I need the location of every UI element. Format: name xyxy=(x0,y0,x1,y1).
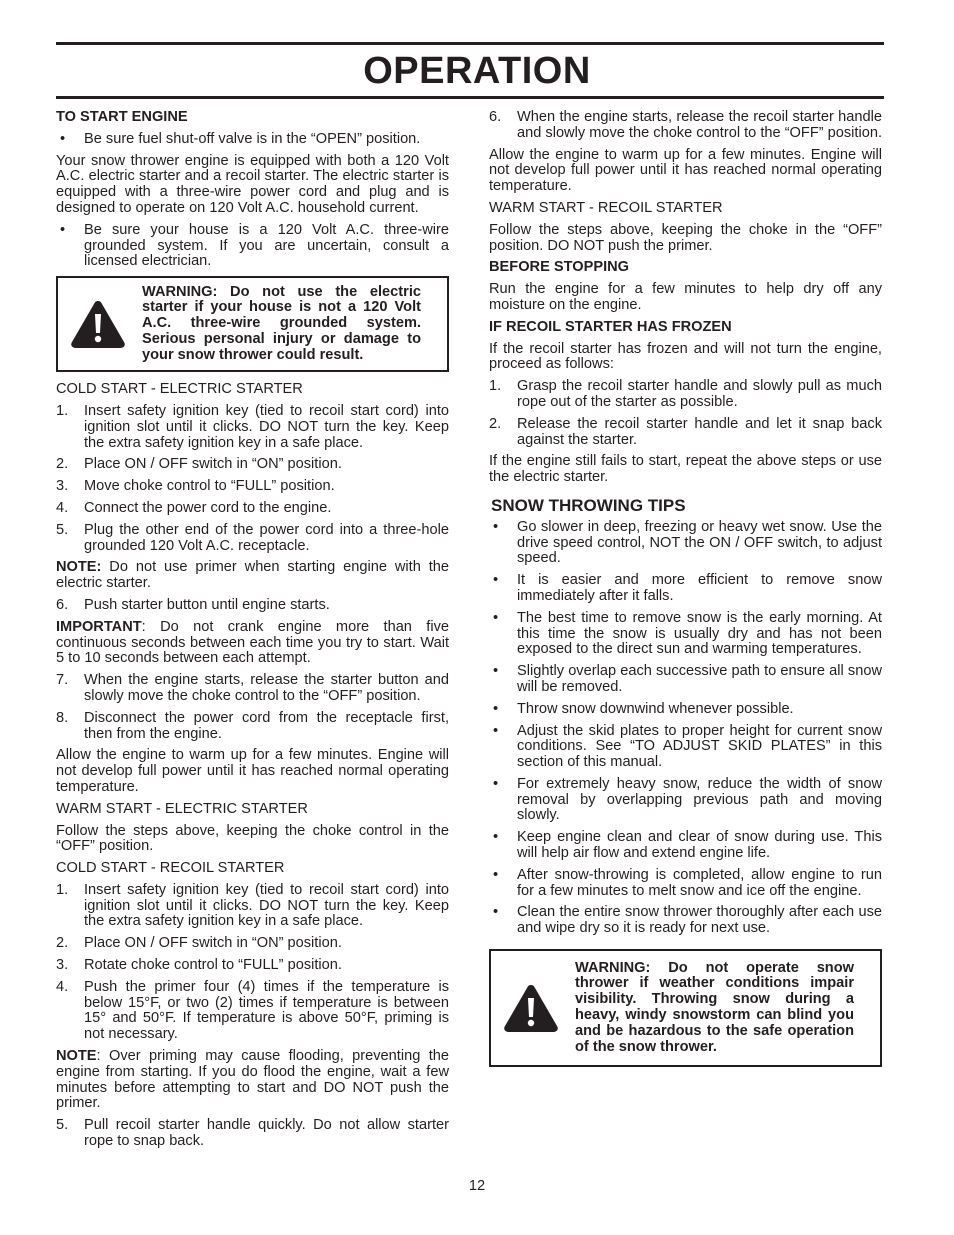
list-item: • For extremely heavy snow, reduce the width of snow removal by overlapping previous path and moving slowly. xyxy=(493,775,882,824)
list-item: 3. Rotate choke control to “FULL” position. xyxy=(56,957,342,974)
warm-start-recoil-heading: WARM START - RECOIL STARTER xyxy=(489,199,723,216)
list-item: 5. Pull recoil starter handle quickly. Do not allow starter rope to snap back. xyxy=(56,1117,449,1150)
paragraph: Follow the steps above, keeping the choke control in the “OFF” position. xyxy=(56,822,449,855)
list-item: • Throw snow downwind whenever possible. xyxy=(493,700,794,717)
note-paragraph: NOTE: Over priming may cause flooding, preventing the engine from starting. If you do flood the engine, wait a few minutes before attempting to start and DO NOT push the primer. xyxy=(56,1048,449,1112)
list-item: 1. Insert safety ignition key (tied to recoil start cord) into ignition slot until it clicks. DO NOT turn the key. Keep the extra safety ignition key in a safe place. xyxy=(56,402,449,451)
list-item: 2. Place ON / OFF switch in “ON” position. xyxy=(56,456,342,473)
important-paragraph: IMPORTANT: Do not crank engine more than five continuous seconds between each time you try to start. Wait 5 to 10 seconds between each attempt. xyxy=(56,618,449,667)
list-item: 1. Grasp the recoil starter handle and slowly pull as much rope out of the starter as possible. xyxy=(489,378,882,410)
list-item: • Adjust the skid plates to proper height for current snow conditions. See “TO ADJUST SKID PLATES” in this section of this manual. xyxy=(493,722,882,771)
start-engine-heading: TO START ENGINE xyxy=(56,109,188,125)
before-stopping-heading: BEFORE STOPPING xyxy=(489,259,630,276)
top-rule xyxy=(56,42,884,45)
list-item: • Be sure fuel shut-off valve is in the “OPEN” position. xyxy=(60,130,421,147)
paragraph: Run the engine for a few minutes to help dry off any moisture on the engine. xyxy=(489,281,882,313)
list-item: 6. Push starter button until engine starts. xyxy=(56,596,330,613)
cold-start-electric-heading: COLD START - ELECTRIC STARTER xyxy=(56,381,303,398)
paragraph: Your snow thrower engine is equipped with both a 120 Volt A.C. electric starter and a recoil starter. The electric starter is equipped with a three-wire power cord and plug and is designed to operate on 120 Volt A.C. household current. xyxy=(56,152,449,216)
warning-text: WARNING: Do not operate snow thrower if weather conditions impair visibility. Throwing snow during a heavy, windy snowstorm can blind you and be hazardous to the safe operation of the snow thrower. xyxy=(575,959,854,1055)
list-item: • Be sure your house is a 120 Volt A.C. three-wire grounded system. If you are uncertain, consult a licensed electrician. xyxy=(60,221,449,270)
title-rule xyxy=(56,96,884,99)
page-title: OPERATION xyxy=(363,50,591,92)
list-item: 8. Disconnect the power cord from the receptacle first, then from the engine. xyxy=(56,709,449,742)
list-item: 2. Release the recoil starter handle and let it snap back against the starter. xyxy=(489,415,882,448)
paragraph: If the recoil starter has frozen and will not turn the engine, proceed as follows: xyxy=(489,340,882,373)
list-item: • Keep engine clean and clear of snow during use. This will help air flow and extend engine life. xyxy=(493,829,882,862)
paragraph: Allow the engine to warm up for a few minutes. Engine will not develop full power until it has reached normal operating temperature. xyxy=(56,747,449,795)
paragraph: Follow the steps above, keeping the choke in the “OFF” position. DO NOT push the primer. xyxy=(489,221,882,254)
list-item: • It is easier and more efficient to remove snow immediately after it falls. xyxy=(493,572,882,604)
list-item: 6. When the engine starts, release the recoil starter handle and slowly move the choke control to the “OFF” position. xyxy=(489,109,883,141)
list-item: 2. Place ON / OFF switch in “ON” position. xyxy=(56,935,342,952)
list-item: 4. Push the primer four (4) times if the temperature is below 15°F, or two (2) times if temperature is between 15° and 50°F. If temperature is above 50°F, priming is not necessary. xyxy=(56,978,449,1043)
paragraph: If the engine still fails to start, repeat the above steps or use the electric starter. xyxy=(489,453,882,486)
list-item: • After snow-throwing is completed, allow engine to run for a few minutes to melt snow and ice off the engine. xyxy=(493,866,882,899)
list-item: • Clean the entire snow thrower thoroughly after each use and wipe dry so it is ready for next use. xyxy=(493,904,882,937)
list-item: • Slightly overlap each successive path to ensure all snow will be removed. xyxy=(493,663,882,695)
paragraph: Allow the engine to warm up for a few minutes. Engine will not develop full power until it has reached normal operating temperature. xyxy=(489,146,882,195)
warning-text: WARNING: Do not use the electric starter if your house is not a 120 Volt A.C. three-wire grounded system. Serious personal injury or damage to your snow thrower could result. xyxy=(142,283,421,363)
page-number: 12 xyxy=(468,1178,486,1194)
list-item: 1. Insert safety ignition key (tied to recoil start cord) into ignition slot until it clicks. DO NOT turn the key. Keep the extra safety ignition key in a safe place. xyxy=(56,881,449,930)
warning-icon xyxy=(58,298,138,350)
note-paragraph: NOTE: Do not use primer when starting engine with the electric starter. xyxy=(56,559,449,592)
list-item: 3. Move choke control to “FULL” position. xyxy=(56,478,335,495)
list-item: • The best time to remove snow is the early morning. At this time the snow is usually dry and has not been exposed to the direct sun and warming temperatures. xyxy=(493,609,882,658)
warning-box xyxy=(56,276,449,372)
list-item: 4. Connect the power cord to the engine. xyxy=(56,499,332,516)
list-item: 5. Plug the other end of the power cord into a three-hole grounded 120 Volt A.C. receptacle. xyxy=(56,521,449,554)
snow-tips-heading: SNOW THROWING TIPS xyxy=(491,495,686,515)
right-column xyxy=(489,110,882,1077)
warm-start-electric-heading: WARM START - ELECTRIC STARTER xyxy=(56,800,308,817)
list-item: 7. When the engine starts, release the starter button and slowly move the choke control to the “OFF” position. xyxy=(56,672,449,704)
warning-box xyxy=(489,949,882,1067)
warning-icon xyxy=(491,982,571,1034)
frozen-heading: IF RECOIL STARTER HAS FROZEN xyxy=(489,318,732,335)
list-item: • Go slower in deep, freezing or heavy wet snow. Use the drive speed control, NOT the ON / OFF switch, to adjust speed. xyxy=(493,518,882,567)
cold-start-recoil-heading: COLD START - RECOIL STARTER xyxy=(56,860,285,877)
left-column xyxy=(56,110,449,1156)
